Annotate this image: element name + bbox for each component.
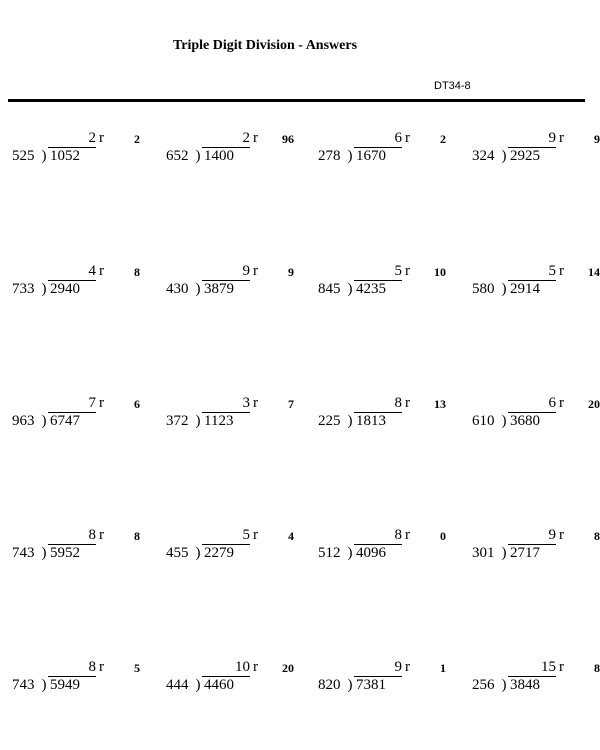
divisor: 278 <box>318 148 341 164</box>
quotient: 9 <box>242 263 250 279</box>
remainder: 20 <box>282 661 294 675</box>
remainder-label: r <box>253 659 258 675</box>
dividend: 7381 <box>354 676 392 694</box>
dividend: 1670 <box>354 147 392 165</box>
division-bracket: ) <box>347 148 353 164</box>
quotient: 9 <box>394 659 402 675</box>
division-expression <box>12 147 86 165</box>
division-problem <box>12 130 152 170</box>
remainder-label: r <box>99 395 104 411</box>
remainder-label: r <box>99 527 104 543</box>
divisor: 430 <box>166 281 189 297</box>
remainder: 8 <box>594 529 600 543</box>
dividend: 1813 <box>354 412 392 430</box>
division-problem <box>318 659 458 699</box>
remainder: 96 <box>282 132 294 146</box>
dividend: 4235 <box>354 280 392 298</box>
remainder-label: r <box>99 130 104 146</box>
division-expression <box>12 676 86 694</box>
division-problem <box>472 659 600 699</box>
division-problem <box>472 130 600 170</box>
quotient: 2 <box>88 130 96 146</box>
dividend: 1052 <box>48 147 86 165</box>
division-expression <box>472 280 546 298</box>
divisor: 610 <box>472 413 495 429</box>
remainder-label: r <box>405 130 410 146</box>
division-bracket: ) <box>501 281 507 297</box>
divisor: 324 <box>472 148 495 164</box>
remainder-label: r <box>559 395 564 411</box>
dividend: 3680 <box>508 412 546 430</box>
dividend: 5952 <box>48 544 86 562</box>
dividend: 2940 <box>48 280 86 298</box>
quotient: 2 <box>242 130 250 146</box>
division-bracket: ) <box>41 545 47 561</box>
quotient: 6 <box>394 130 402 146</box>
division-problem <box>12 659 152 699</box>
division-expression <box>318 676 392 694</box>
divisor: 256 <box>472 677 495 693</box>
remainder: 13 <box>434 397 446 411</box>
remainder: 4 <box>288 529 294 543</box>
division-bracket: ) <box>501 545 507 561</box>
division-expression <box>12 280 86 298</box>
division-bracket: ) <box>195 281 201 297</box>
division-problem <box>472 263 600 303</box>
remainder-label: r <box>559 659 564 675</box>
remainder: 5 <box>134 661 140 675</box>
quotient: 10 <box>235 659 250 675</box>
remainder: 1 <box>440 661 446 675</box>
quotient: 9 <box>548 527 556 543</box>
remainder-label: r <box>559 527 564 543</box>
quotient: 9 <box>548 130 556 146</box>
quotient: 7 <box>88 395 96 411</box>
quotient: 8 <box>394 395 402 411</box>
division-problem <box>318 130 458 170</box>
quotient: 8 <box>88 527 96 543</box>
division-expression <box>166 412 239 430</box>
division-bracket: ) <box>501 148 507 164</box>
remainder: 9 <box>288 265 294 279</box>
division-problem <box>318 527 458 567</box>
divisor: 512 <box>318 545 341 561</box>
division-bracket: ) <box>347 413 353 429</box>
quotient: 5 <box>548 263 556 279</box>
division-bracket: ) <box>195 545 201 561</box>
dividend: 6747 <box>48 412 86 430</box>
division-problem <box>472 395 600 435</box>
remainder: 8 <box>134 265 140 279</box>
remainder: 10 <box>434 265 446 279</box>
quotient: 5 <box>242 527 250 543</box>
division-bracket: ) <box>347 281 353 297</box>
division-problem <box>166 130 306 170</box>
division-expression <box>318 280 392 298</box>
division-bracket: ) <box>501 677 507 693</box>
division-problem <box>12 395 152 435</box>
divisor: 455 <box>166 545 189 561</box>
division-bracket: ) <box>195 677 201 693</box>
remainder-label: r <box>99 659 104 675</box>
remainder-label: r <box>405 263 410 279</box>
division-expression <box>166 280 240 298</box>
divisor: 743 <box>12 677 35 693</box>
remainder: 2 <box>440 132 446 146</box>
dividend: 1123 <box>202 412 239 430</box>
remainder: 7 <box>288 397 294 411</box>
division-bracket: ) <box>347 677 353 693</box>
divisor: 225 <box>318 413 341 429</box>
division-expression <box>472 147 546 165</box>
remainder-label: r <box>559 263 564 279</box>
division-expression <box>318 147 392 165</box>
divisor: 733 <box>12 281 35 297</box>
dividend: 5949 <box>48 676 86 694</box>
remainder: 8 <box>594 661 600 675</box>
division-problem <box>318 263 458 303</box>
worksheet-code: DT34-8 <box>434 80 471 92</box>
divisor: 820 <box>318 677 341 693</box>
remainder: 8 <box>134 529 140 543</box>
remainder: 0 <box>440 529 446 543</box>
division-problem <box>166 659 306 699</box>
division-expression <box>318 412 392 430</box>
quotient: 8 <box>394 527 402 543</box>
remainder: 14 <box>588 265 600 279</box>
divisor: 444 <box>166 677 189 693</box>
remainder-label: r <box>405 527 410 543</box>
remainder: 9 <box>594 132 600 146</box>
division-problem <box>166 263 306 303</box>
quotient: 6 <box>548 395 556 411</box>
remainder: 20 <box>588 397 600 411</box>
remainder-label: r <box>253 130 258 146</box>
division-expression <box>12 544 86 562</box>
remainder-label: r <box>405 659 410 675</box>
dividend: 4096 <box>354 544 392 562</box>
dividend: 2717 <box>508 544 546 562</box>
page-title: Triple Digit Division - Answers <box>172 38 358 53</box>
division-problem <box>318 395 458 435</box>
division-expression <box>166 544 240 562</box>
divisor: 372 <box>166 413 189 429</box>
remainder-label: r <box>405 395 410 411</box>
remainder-label: r <box>253 527 258 543</box>
remainder-label: r <box>253 263 258 279</box>
division-expression <box>12 412 86 430</box>
division-expression <box>472 676 546 694</box>
division-expression <box>166 676 240 694</box>
division-problem <box>472 527 600 567</box>
dividend: 1400 <box>202 147 240 165</box>
dividend: 2914 <box>508 280 546 298</box>
division-problem <box>166 395 306 435</box>
dividend: 2925 <box>508 147 546 165</box>
division-bracket: ) <box>347 545 353 561</box>
remainder-label: r <box>253 395 258 411</box>
division-problem <box>12 527 152 567</box>
quotient: 8 <box>88 659 96 675</box>
divisor: 580 <box>472 281 495 297</box>
remainder-label: r <box>559 130 564 146</box>
dividend: 4460 <box>202 676 240 694</box>
division-problem <box>12 263 152 303</box>
divisor: 652 <box>166 148 189 164</box>
division-expression <box>472 412 546 430</box>
division-bracket: ) <box>41 677 47 693</box>
dividend: 2279 <box>202 544 240 562</box>
division-bracket: ) <box>41 281 47 297</box>
division-bracket: ) <box>501 413 507 429</box>
divisor: 743 <box>12 545 35 561</box>
dividend: 3848 <box>508 676 546 694</box>
divisor: 963 <box>12 413 35 429</box>
division-expression <box>166 147 240 165</box>
remainder-label: r <box>99 263 104 279</box>
division-expression <box>318 544 392 562</box>
dividend: 3879 <box>202 280 240 298</box>
quotient: 4 <box>88 263 96 279</box>
division-bracket: ) <box>41 413 47 429</box>
remainder: 2 <box>134 132 140 146</box>
quotient: 5 <box>394 263 402 279</box>
division-bracket: ) <box>195 148 201 164</box>
remainder: 6 <box>134 397 140 411</box>
divisor: 845 <box>318 281 341 297</box>
divisor: 301 <box>472 545 495 561</box>
division-expression <box>472 544 546 562</box>
quotient: 3 <box>242 395 250 411</box>
division-bracket: ) <box>195 413 201 429</box>
divisor: 525 <box>12 148 35 164</box>
quotient: 15 <box>541 659 556 675</box>
division-bracket: ) <box>41 148 47 164</box>
division-problem <box>166 527 306 567</box>
